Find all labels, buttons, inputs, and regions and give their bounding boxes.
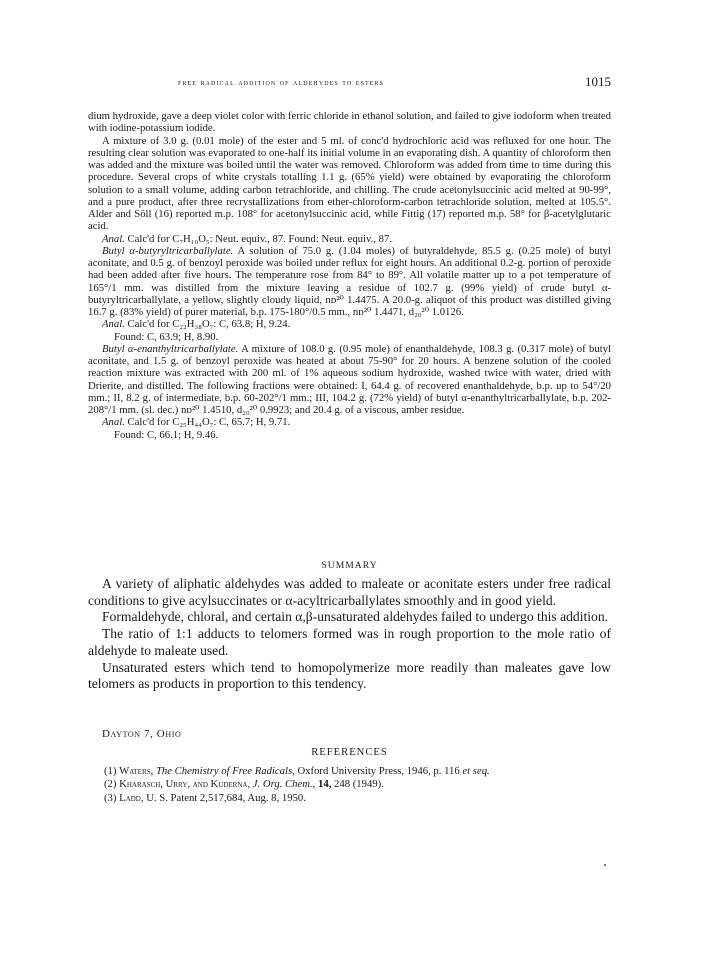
found-line: Found: C, 63.9; H, 8.90. (114, 330, 219, 343)
anal-label: Anal. (102, 318, 125, 331)
reference-item (104, 792, 614, 805)
paragraph-continuation: dium hydroxide, gave a deep violet color with ferric chloride in ethanol solution, and failed to give iodoform when treated with iodine-potassium iodide. (88, 110, 611, 135)
reference-item (104, 765, 614, 778)
analysis-line (88, 233, 611, 245)
experimental-text (88, 110, 611, 441)
paragraph-enanthyl (88, 343, 611, 417)
anal-label: Anal. (102, 416, 125, 429)
reference-number: (3) (104, 791, 117, 804)
reference-etseq: et seq. (462, 765, 490, 777)
summary-paragraph: Unsaturated esters which tend to homopolymerize more readily than maleates gave low telomers as products in proportion to this tendency. (88, 659, 611, 692)
reference-authors: Kharasch, Urry, and Kuderna, (119, 778, 251, 791)
anal-text: Calc'd for C₂₅H₄₄O₇: C, 65.7; H, 9.71. (124, 416, 291, 429)
reference-title: The Chemistry of Free Radicals, (155, 765, 295, 777)
procedure-text: A solution of 75.0 g. (1.04 moles) of butyraldehyde, 85.5 g. (0.25 mole) of butyl aconitate, and 0.5 g. of benzoyl peroxide was boiled under reflux for eight hours. An additional 0.2-g. portion of peroxide had been added after five hours. The temperature rose from 84° to 89°. All volatile matter up to a pot temperature of 165°/1 mm. was distilled from the mixture leaving a residue of 102.7 g. (99% yield) of crude butyl α-butyryltricarballylate, a yellow, slightly cloudy liquid, nᴅ²⁰ 1.4475. A 20.0-g. aliquot of this product was distilled giving 16.7 g. (83% yield) of purer material, b.p. 175-180°/0.5 mm., nᴅ²⁰ 1.4471, d₂₀²⁰ 1.0126. (88, 244, 611, 318)
found-line: Found: C, 66.1; H, 9.46. (114, 428, 219, 441)
reference-volume: 14, (318, 778, 332, 791)
procedure-text: A mixture of 108.0 g. (0.95 mole) of enanthaldehyde, 108.3 g. (0.317 mole) of butyl aconitate, and 1.5 g. of benzoyl peroxide was heated at about 75-90° for 20 hours. A benzene solution of the cooled reaction mixture was extracted with 200 ml. of 1% aqueous sodium hydroxide, washed twice with water, dried with Drierite, and distilled. The following fractions were obtained: I, 64.4 g. of recovered enanthaldehyde, b.p. up to 54°/20 mm.; II, 8.2 g. of intermediate, b.p. 60-202°/1 mm.; III, 104.2 g. (72% yield) of butyl α-enanthyltricarballylate, b.p. 202-208°/1 mm. (sl. dec.) nᴅ²⁰ 1.4510, d₂₀²⁰ 0.9923; and 20.4 g. of a viscous, amber residue. (88, 342, 611, 416)
reference-list (104, 765, 614, 805)
print-speck (604, 864, 606, 866)
summary-paragraph: A variety of aliphatic aldehydes was added to maleate or aconitate esters under free radical conditions to give acylsuccinates or α-acyltricarballylates smoothly and in good yield. (88, 576, 611, 608)
running-title: free radical addition of aldehydes to esters (178, 77, 385, 87)
reference-number: (2) (104, 778, 117, 791)
anal-label: Anal. (102, 232, 125, 245)
summary-section (88, 576, 611, 693)
reference-title: J. Org. Chem., (252, 778, 316, 791)
summary-heading: SUMMARY (321, 560, 378, 571)
analysis-line (88, 416, 611, 428)
analysis-line (88, 318, 611, 330)
reference-authors: Ladd, (119, 791, 144, 804)
summary-paragraph: Formaldehyde, chloral, and certain α,β-unsaturated aldehydes failed to undergo this addition. (102, 609, 609, 625)
reference-authors: Waters, (119, 765, 154, 777)
reference-number: (1) (104, 765, 117, 777)
page-number: 1015 (585, 74, 611, 89)
compound-name: Butyl α-butyryltricarballylate. (102, 244, 234, 257)
reference-item (104, 778, 614, 791)
compound-name: Butyl α-enanthyltricarballylate. (102, 342, 239, 355)
summary-paragraph: The ratio of 1:1 adducts to telomers formed was in rough proportion to the mole ratio of aldehyde to maleate used. (88, 626, 611, 658)
reference-details: 248 (1949). (331, 778, 384, 791)
reference-details: Oxford University Press, 1946, p. 116 (294, 765, 463, 777)
page-header (88, 74, 611, 91)
paragraph-butyryl (88, 245, 611, 319)
references-heading: REFERENCES (311, 747, 388, 758)
reference-details: U. S. Patent 2,517,684, Aug. 8, 1950. (143, 791, 306, 804)
anal-text: Calc'd for C₂₂H₃₈O₇: C, 63.8; H, 9.24. (124, 318, 291, 331)
author-location: Dayton 7, Ohio (102, 728, 182, 740)
anal-text: Calc'd for C₇H₁₀O₅: Neut. equiv., 87. Found: Neut. equiv., 87. (124, 232, 393, 245)
paragraph-hydrolysis: A mixture of 3.0 g. (0.01 mole) of the ester and 5 ml. of conc'd hydrochloric acid was refluxed for one hour. The resulting clear solution was evaporated to one-half its initial volume in an evaporating dish. A quantity of chloroform then was added and the mixture was boiled until the water was removed. Chloroform was added from time to time during this procedure. Several crops of white crystals totalling 1.1 g. (65% yield) were obtained by evaporating the chloroform solution to a small volume, adding carbon tetrachloride, and chilling. The crude acetonylsuccinic acid melted at 90-99°, and a pure product, after three recrystallizations from ether-chloroform-carbon tetrachloride solution, melted at 105.5°. Alder and Söll (16) reported m.p. 108° for acetonylsuccinic acid, while Fittig (17) reported m.p. 58° for β-acetylglutaric acid. (88, 134, 611, 233)
